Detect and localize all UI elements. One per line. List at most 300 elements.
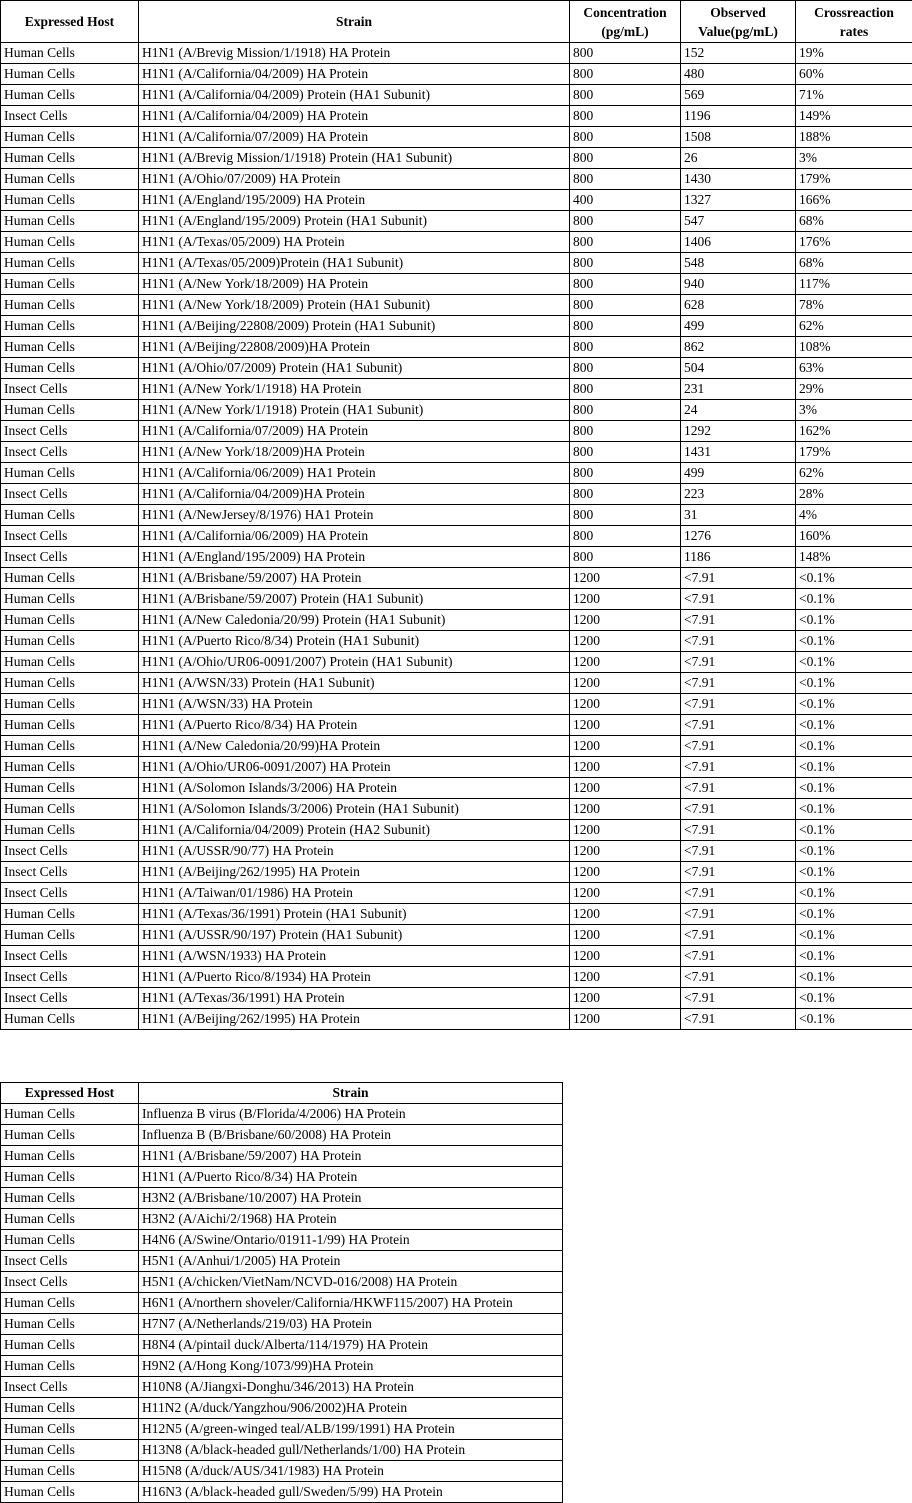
strain-cell: H3N2 (A/Brisbane/10/2007) HA Protein xyxy=(139,1188,563,1209)
crossreaction-rate-cell: <0.1% xyxy=(796,652,912,673)
observed-value-cell: 24 xyxy=(681,400,796,421)
host-cell: Insect Cells xyxy=(1,988,139,1009)
host-cell: Human Cells xyxy=(1,337,139,358)
table-row xyxy=(1,799,912,820)
table-row xyxy=(1,505,912,526)
host-cell: Human Cells xyxy=(1,1482,139,1503)
crossreaction-rate-cell: 68% xyxy=(796,211,912,232)
strain-cell: H1N1 (A/Texas/05/2009)Protein (HA1 Subunit) xyxy=(139,253,570,274)
strain-cell: H1N1 (A/California/06/2009) HA Protein xyxy=(139,526,570,547)
crossreaction-rate-cell: 149% xyxy=(796,106,912,127)
host-cell: Insect Cells xyxy=(1,106,139,127)
header-expressed-host: Expressed Host xyxy=(1,1,139,43)
crossreaction-rate-cell: 188% xyxy=(796,127,912,148)
crossreaction-rate-cell: 166% xyxy=(796,190,912,211)
strain-cell: H16N3 (A/black-headed gull/Sweden/5/99) HA Protein xyxy=(139,1482,563,1503)
strain-cell: H1N1 (A/NewJersey/8/1976) HA1 Protein xyxy=(139,505,570,526)
table-row xyxy=(1,1377,563,1398)
strain-cell: H1N1 (A/Beijing/22808/2009)HA Protein xyxy=(139,337,570,358)
observed-value-cell: <7.91 xyxy=(681,1009,796,1030)
crossreaction-rate-cell: 179% xyxy=(796,442,912,463)
concentration-cell: 800 xyxy=(570,421,681,442)
observed-value-cell: 152 xyxy=(681,43,796,64)
strain-cell: Influenza B (B/Brisbane/60/2008) HA Protein xyxy=(139,1125,563,1146)
table-row xyxy=(1,169,912,190)
strain-cell: H1N1 (A/Brevig Mission/1/1918) Protein (HA1 Subunit) xyxy=(139,148,570,169)
strain-cell: H1N1 (A/WSN/1933) HA Protein xyxy=(139,946,570,967)
host-cell: Human Cells xyxy=(1,1009,139,1030)
host-cell: Human Cells xyxy=(1,925,139,946)
table-row xyxy=(1,1230,563,1251)
observed-value-cell: <7.91 xyxy=(681,652,796,673)
crossreaction-rate-cell: 117% xyxy=(796,274,912,295)
strain-cell: H13N8 (A/black-headed gull/Netherlands/1/00) HA Protein xyxy=(139,1440,563,1461)
table-row xyxy=(1,127,912,148)
observed-value-cell: <7.91 xyxy=(681,967,796,988)
host-cell: Human Cells xyxy=(1,715,139,736)
observed-value-cell: <7.91 xyxy=(681,820,796,841)
crossreaction-rate-cell: <0.1% xyxy=(796,673,912,694)
host-cell: Human Cells xyxy=(1,1440,139,1461)
strain-cell: H1N1 (A/New York/1/1918) Protein (HA1 Subunit) xyxy=(139,400,570,421)
crossreaction-rate-cell: 68% xyxy=(796,253,912,274)
host-cell: Human Cells xyxy=(1,1461,139,1482)
host-cell: Human Cells xyxy=(1,1335,139,1356)
header-expressed-host: Expressed Host xyxy=(1,1083,139,1104)
crossreaction-rate-cell: <0.1% xyxy=(796,967,912,988)
header-strain: Strain xyxy=(139,1,570,43)
crossreaction-rate-cell: <0.1% xyxy=(796,757,912,778)
observed-value-cell: <7.91 xyxy=(681,715,796,736)
header-observed-value: Observed Value(pg/mL) xyxy=(681,1,796,43)
concentration-cell: 800 xyxy=(570,106,681,127)
table-row xyxy=(1,1461,563,1482)
host-cell: Insect Cells xyxy=(1,526,139,547)
observed-value-cell: 569 xyxy=(681,85,796,106)
table-row xyxy=(1,337,912,358)
host-cell: Human Cells xyxy=(1,589,139,610)
concentration-cell: 800 xyxy=(570,400,681,421)
strain-cell: H1N1 (A/California/04/2009) HA Protein xyxy=(139,64,570,85)
strain-cell: H1N1 (A/California/04/2009) Protein (HA2 Subunit) xyxy=(139,820,570,841)
concentration-cell: 1200 xyxy=(570,967,681,988)
concentration-cell: 800 xyxy=(570,358,681,379)
table-row xyxy=(1,316,912,337)
strain-cell: H7N7 (A/Netherlands/219/03) HA Protein xyxy=(139,1314,563,1335)
crossreaction-rate-cell: 60% xyxy=(796,64,912,85)
observed-value-cell: 499 xyxy=(681,316,796,337)
table-row xyxy=(1,379,912,400)
host-cell: Human Cells xyxy=(1,211,139,232)
host-cell: Human Cells xyxy=(1,694,139,715)
host-cell: Human Cells xyxy=(1,1419,139,1440)
observed-value-cell: <7.91 xyxy=(681,904,796,925)
table-row xyxy=(1,1251,563,1272)
header-concentration: Concentration (pg/mL) xyxy=(570,1,681,43)
table-row xyxy=(1,85,912,106)
host-cell: Insect Cells xyxy=(1,421,139,442)
table-row xyxy=(1,652,912,673)
crossreaction-rate-cell: 3% xyxy=(796,400,912,421)
observed-value-cell: 1327 xyxy=(681,190,796,211)
table-row xyxy=(1,589,912,610)
crossreaction-rate-cell: <0.1% xyxy=(796,988,912,1009)
crossreaction-rate-cell: <0.1% xyxy=(796,589,912,610)
host-cell: Insect Cells xyxy=(1,841,139,862)
strain-cell: H1N1 (A/Brevig Mission/1/1918) HA Protein xyxy=(139,43,570,64)
observed-value-cell: <7.91 xyxy=(681,589,796,610)
strain-cell: H1N1 (A/Beijing/22808/2009) Protein (HA1 Subunit) xyxy=(139,316,570,337)
concentration-cell: 800 xyxy=(570,379,681,400)
strain-cell: H1N1 (A/USSR/90/197) Protein (HA1 Subunit) xyxy=(139,925,570,946)
crossreaction-rate-cell: 3% xyxy=(796,148,912,169)
host-cell: Insect Cells xyxy=(1,484,139,505)
host-cell: Human Cells xyxy=(1,232,139,253)
table-row xyxy=(1,358,912,379)
concentration-cell: 800 xyxy=(570,547,681,568)
host-cell: Human Cells xyxy=(1,295,139,316)
crossreaction-table-body xyxy=(1,43,912,1030)
observed-value-cell: <7.91 xyxy=(681,568,796,589)
crossreaction-rate-cell: <0.1% xyxy=(796,1009,912,1030)
strain-cell: H15N8 (A/duck/AUS/341/1983) HA Protein xyxy=(139,1461,563,1482)
table-row xyxy=(1,862,912,883)
observed-value-cell: 1276 xyxy=(681,526,796,547)
host-cell: Human Cells xyxy=(1,631,139,652)
table-row xyxy=(1,1209,563,1230)
table-row xyxy=(1,484,912,505)
strain-cell: H11N2 (A/duck/Yangzhou/906/2002)HA Protein xyxy=(139,1398,563,1419)
strain-cell: H1N1 (A/Beijing/262/1995) HA Protein xyxy=(139,1009,570,1030)
table-row xyxy=(1,1293,563,1314)
strain-cell: H1N1 (A/Texas/36/1991) Protein (HA1 Subunit) xyxy=(139,904,570,925)
crossreaction-rate-cell: 62% xyxy=(796,316,912,337)
host-cell: Insect Cells xyxy=(1,862,139,883)
concentration-cell: 1200 xyxy=(570,631,681,652)
strain-cell: H1N1 (A/Brisbane/59/2007) Protein (HA1 Subunit) xyxy=(139,589,570,610)
strain-cell: H1N1 (A/Puerto Rico/8/34) HA Protein xyxy=(139,715,570,736)
crossreaction-rate-cell: <0.1% xyxy=(796,862,912,883)
host-cell: Human Cells xyxy=(1,169,139,190)
table-row xyxy=(1,64,912,85)
strain-cell: H1N1 (A/California/06/2009) HA1 Protein xyxy=(139,463,570,484)
host-cell: Human Cells xyxy=(1,1293,139,1314)
crossreaction-rate-cell: <0.1% xyxy=(796,631,912,652)
strain-cell: H1N1 (A/California/07/2009) HA Protein xyxy=(139,421,570,442)
crossreaction-rate-cell: 162% xyxy=(796,421,912,442)
host-cell: Human Cells xyxy=(1,463,139,484)
concentration-cell: 1200 xyxy=(570,568,681,589)
host-cell: Human Cells xyxy=(1,274,139,295)
host-cell: Insect Cells xyxy=(1,547,139,568)
concentration-cell: 800 xyxy=(570,274,681,295)
table-row xyxy=(1,925,912,946)
observed-value-cell: <7.91 xyxy=(681,694,796,715)
host-cell: Human Cells xyxy=(1,1398,139,1419)
table-row xyxy=(1,967,912,988)
observed-value-cell: 499 xyxy=(681,463,796,484)
host-cell: Human Cells xyxy=(1,1146,139,1167)
table-row xyxy=(1,673,912,694)
observed-value-cell: <7.91 xyxy=(681,799,796,820)
crossreaction-rate-cell: 176% xyxy=(796,232,912,253)
host-cell: Human Cells xyxy=(1,778,139,799)
host-cell: Human Cells xyxy=(1,610,139,631)
strain-cell: H6N1 (A/northern shoveler/California/HKWF115/2007) HA Protein xyxy=(139,1293,563,1314)
concentration-cell: 800 xyxy=(570,127,681,148)
observed-value-cell: <7.91 xyxy=(681,631,796,652)
concentration-cell: 800 xyxy=(570,169,681,190)
host-cell: Human Cells xyxy=(1,64,139,85)
table-row xyxy=(1,232,912,253)
host-cell: Insect Cells xyxy=(1,1272,139,1293)
host-cell: Human Cells xyxy=(1,568,139,589)
host-cell: Human Cells xyxy=(1,1125,139,1146)
strain-cell: H1N1 (A/Texas/05/2009) HA Protein xyxy=(139,232,570,253)
strain-cell: H1N1 (A/New Caledonia/20/99)HA Protein xyxy=(139,736,570,757)
host-cell: Human Cells xyxy=(1,1314,139,1335)
host-cell: Human Cells xyxy=(1,85,139,106)
concentration-cell: 1200 xyxy=(570,820,681,841)
strain-cell: H1N1 (A/Puerto Rico/8/1934) HA Protein xyxy=(139,967,570,988)
crossreaction-rate-cell: 29% xyxy=(796,379,912,400)
concentration-cell: 800 xyxy=(570,463,681,484)
observed-value-cell: 628 xyxy=(681,295,796,316)
strain-cell: H1N1 (A/Puerto Rico/8/34) HA Protein xyxy=(139,1167,563,1188)
strain-cell: H1N1 (A/California/04/2009) HA Protein xyxy=(139,106,570,127)
table-row xyxy=(1,1398,563,1419)
table-row xyxy=(1,1009,912,1030)
host-cell: Insect Cells xyxy=(1,1377,139,1398)
table-row xyxy=(1,694,912,715)
crossreaction-rate-cell: <0.1% xyxy=(796,925,912,946)
crossreaction-rate-cell: <0.1% xyxy=(796,568,912,589)
host-cell: Human Cells xyxy=(1,757,139,778)
concentration-cell: 800 xyxy=(570,316,681,337)
table-row xyxy=(1,1440,563,1461)
strain-cell: H9N2 (A/Hong Kong/1073/99)HA Protein xyxy=(139,1356,563,1377)
concentration-cell: 1200 xyxy=(570,778,681,799)
observed-value-cell: <7.91 xyxy=(681,883,796,904)
concentration-cell: 800 xyxy=(570,484,681,505)
concentration-cell: 800 xyxy=(570,337,681,358)
table-row xyxy=(1,400,912,421)
crossreaction-rate-cell: <0.1% xyxy=(796,736,912,757)
concentration-cell: 1200 xyxy=(570,673,681,694)
crossreaction-rate-cell: <0.1% xyxy=(796,610,912,631)
crossreaction-rate-cell: <0.1% xyxy=(796,841,912,862)
observed-value-cell: 548 xyxy=(681,253,796,274)
strain-cell: H1N1 (A/Brisbane/59/2007) HA Protein xyxy=(139,568,570,589)
observed-value-cell: 940 xyxy=(681,274,796,295)
strain-cell: H1N1 (A/New Caledonia/20/99) Protein (HA1 Subunit) xyxy=(139,610,570,631)
table-row xyxy=(1,547,912,568)
host-cell: Human Cells xyxy=(1,1167,139,1188)
strain-cell: H1N1 (A/Puerto Rico/8/34) Protein (HA1 Subunit) xyxy=(139,631,570,652)
host-cell: Human Cells xyxy=(1,820,139,841)
observed-value-cell: <7.91 xyxy=(681,841,796,862)
crossreaction-rate-cell: 71% xyxy=(796,85,912,106)
host-cell: Human Cells xyxy=(1,358,139,379)
strain-cell: H5N1 (A/chicken/VietNam/NCVD-016/2008) HA Protein xyxy=(139,1272,563,1293)
crossreaction-rate-cell: <0.1% xyxy=(796,778,912,799)
strain-cell: H1N1 (A/England/195/2009) HA Protein xyxy=(139,190,570,211)
table-header-row xyxy=(1,1,912,43)
concentration-cell: 1200 xyxy=(570,715,681,736)
observed-value-cell: 504 xyxy=(681,358,796,379)
observed-value-cell: <7.91 xyxy=(681,946,796,967)
observed-value-cell: 1292 xyxy=(681,421,796,442)
table-row xyxy=(1,841,912,862)
strain-cell: H1N1 (A/New York/18/2009) HA Protein xyxy=(139,274,570,295)
table-row xyxy=(1,190,912,211)
table-row xyxy=(1,295,912,316)
table-row xyxy=(1,1167,563,1188)
concentration-cell: 800 xyxy=(570,64,681,85)
observed-value-cell: 231 xyxy=(681,379,796,400)
host-cell: Human Cells xyxy=(1,1104,139,1125)
table-row xyxy=(1,820,912,841)
crossreaction-rate-cell: <0.1% xyxy=(796,946,912,967)
table-row xyxy=(1,736,912,757)
host-cell: Human Cells xyxy=(1,400,139,421)
table-row xyxy=(1,1146,563,1167)
table-row xyxy=(1,274,912,295)
host-cell: Insect Cells xyxy=(1,946,139,967)
crossreaction-rate-cell: 28% xyxy=(796,484,912,505)
concentration-cell: 1200 xyxy=(570,841,681,862)
table-row xyxy=(1,1272,563,1293)
host-cell: Human Cells xyxy=(1,652,139,673)
concentration-cell: 1200 xyxy=(570,736,681,757)
host-cell: Human Cells xyxy=(1,904,139,925)
concentration-cell: 800 xyxy=(570,526,681,547)
observed-value-cell: 1186 xyxy=(681,547,796,568)
observed-value-cell: 1406 xyxy=(681,232,796,253)
host-cell: Human Cells xyxy=(1,1188,139,1209)
table-row xyxy=(1,1356,563,1377)
concentration-cell: 800 xyxy=(570,211,681,232)
observed-value-cell: <7.91 xyxy=(681,610,796,631)
strain-cell: H4N6 (A/Swine/Ontario/01911-1/99) HA Protein xyxy=(139,1230,563,1251)
crossreaction-rate-cell: 19% xyxy=(796,43,912,64)
strain-cell: H1N1 (A/England/195/2009) Protein (HA1 Subunit) xyxy=(139,211,570,232)
strain-table-body xyxy=(1,1104,563,1503)
observed-value-cell: 26 xyxy=(681,148,796,169)
crossreaction-rate-cell: 4% xyxy=(796,505,912,526)
observed-value-cell: 1508 xyxy=(681,127,796,148)
crossreaction-rate-cell: <0.1% xyxy=(796,694,912,715)
host-cell: Human Cells xyxy=(1,736,139,757)
crossreaction-rate-cell: 108% xyxy=(796,337,912,358)
host-cell: Insect Cells xyxy=(1,442,139,463)
observed-value-cell: 862 xyxy=(681,337,796,358)
crossreaction-rate-cell: 78% xyxy=(796,295,912,316)
strain-cell: Influenza B virus (B/Florida/4/2006) HA Protein xyxy=(139,1104,563,1125)
header-strain: Strain xyxy=(139,1083,563,1104)
concentration-cell: 1200 xyxy=(570,904,681,925)
strain-cell: H1N1 (A/Solomon Islands/3/2006) HA Protein xyxy=(139,778,570,799)
table-row xyxy=(1,1335,563,1356)
observed-value-cell: 1196 xyxy=(681,106,796,127)
host-cell: Human Cells xyxy=(1,316,139,337)
observed-value-cell: 1430 xyxy=(681,169,796,190)
strain-cell: H1N1 (A/Taiwan/01/1986) HA Protein xyxy=(139,883,570,904)
strain-cell: H1N1 (A/England/195/2009) HA Protein xyxy=(139,547,570,568)
strain-cell: H12N5 (A/green-winged teal/ALB/199/1991) HA Protein xyxy=(139,1419,563,1440)
crossreaction-rate-cell: 63% xyxy=(796,358,912,379)
concentration-cell: 1200 xyxy=(570,694,681,715)
host-cell: Insect Cells xyxy=(1,883,139,904)
concentration-cell: 800 xyxy=(570,232,681,253)
crossreaction-rate-cell: 148% xyxy=(796,547,912,568)
observed-value-cell: 547 xyxy=(681,211,796,232)
concentration-cell: 1200 xyxy=(570,610,681,631)
host-cell: Human Cells xyxy=(1,1209,139,1230)
strain-cell: H1N1 (A/Ohio/07/2009) HA Protein xyxy=(139,169,570,190)
strain-cell: H1N1 (A/California/04/2009) Protein (HA1 Subunit) xyxy=(139,85,570,106)
crossreaction-rate-cell: <0.1% xyxy=(796,799,912,820)
crossreaction-rate-cell: 179% xyxy=(796,169,912,190)
concentration-cell: 800 xyxy=(570,442,681,463)
table-row xyxy=(1,631,912,652)
strain-cell: H1N1 (A/Brisbane/59/2007) HA Protein xyxy=(139,1146,563,1167)
strain-cell: H1N1 (A/WSN/33) HA Protein xyxy=(139,694,570,715)
crossreaction-rate-cell: <0.1% xyxy=(796,883,912,904)
observed-value-cell: <7.91 xyxy=(681,778,796,799)
host-cell: Human Cells xyxy=(1,190,139,211)
table-row xyxy=(1,610,912,631)
table-row xyxy=(1,568,912,589)
table-row xyxy=(1,442,912,463)
table-row xyxy=(1,148,912,169)
crossreaction-rate-cell: <0.1% xyxy=(796,820,912,841)
observed-value-cell: 1431 xyxy=(681,442,796,463)
strain-cell: H1N1 (A/New York/18/2009) Protein (HA1 Subunit) xyxy=(139,295,570,316)
concentration-cell: 1200 xyxy=(570,652,681,673)
strain-cell: H1N1 (A/California/07/2009) HA Protein xyxy=(139,127,570,148)
crossreaction-rate-cell: <0.1% xyxy=(796,904,912,925)
concentration-cell: 800 xyxy=(570,148,681,169)
host-cell: Insect Cells xyxy=(1,1251,139,1272)
table-row xyxy=(1,211,912,232)
table-row xyxy=(1,1125,563,1146)
crossreaction-rate-cell: <0.1% xyxy=(796,715,912,736)
header-crossreaction-rates: Crossreaction rates xyxy=(796,1,912,43)
concentration-cell: 800 xyxy=(570,43,681,64)
observed-value-cell: 480 xyxy=(681,64,796,85)
concentration-cell: 400 xyxy=(570,190,681,211)
host-cell: Human Cells xyxy=(1,43,139,64)
strain-cell: H1N1 (A/New York/1/1918) HA Protein xyxy=(139,379,570,400)
host-cell: Human Cells xyxy=(1,253,139,274)
host-cell: Human Cells xyxy=(1,1230,139,1251)
host-cell: Insect Cells xyxy=(1,967,139,988)
concentration-cell: 1200 xyxy=(570,757,681,778)
strain-cell: H1N1 (A/USSR/90/77) HA Protein xyxy=(139,841,570,862)
concentration-cell: 1200 xyxy=(570,799,681,820)
table-row xyxy=(1,1419,563,1440)
crossreaction-rate-cell: 160% xyxy=(796,526,912,547)
table-row xyxy=(1,757,912,778)
table-row xyxy=(1,106,912,127)
concentration-cell: 800 xyxy=(570,85,681,106)
strain-cell: H1N1 (A/Texas/36/1991) HA Protein xyxy=(139,988,570,1009)
strain-cell: H1N1 (A/WSN/33) Protein (HA1 Subunit) xyxy=(139,673,570,694)
table-row xyxy=(1,253,912,274)
observed-value-cell: <7.91 xyxy=(681,862,796,883)
host-cell: Human Cells xyxy=(1,1356,139,1377)
